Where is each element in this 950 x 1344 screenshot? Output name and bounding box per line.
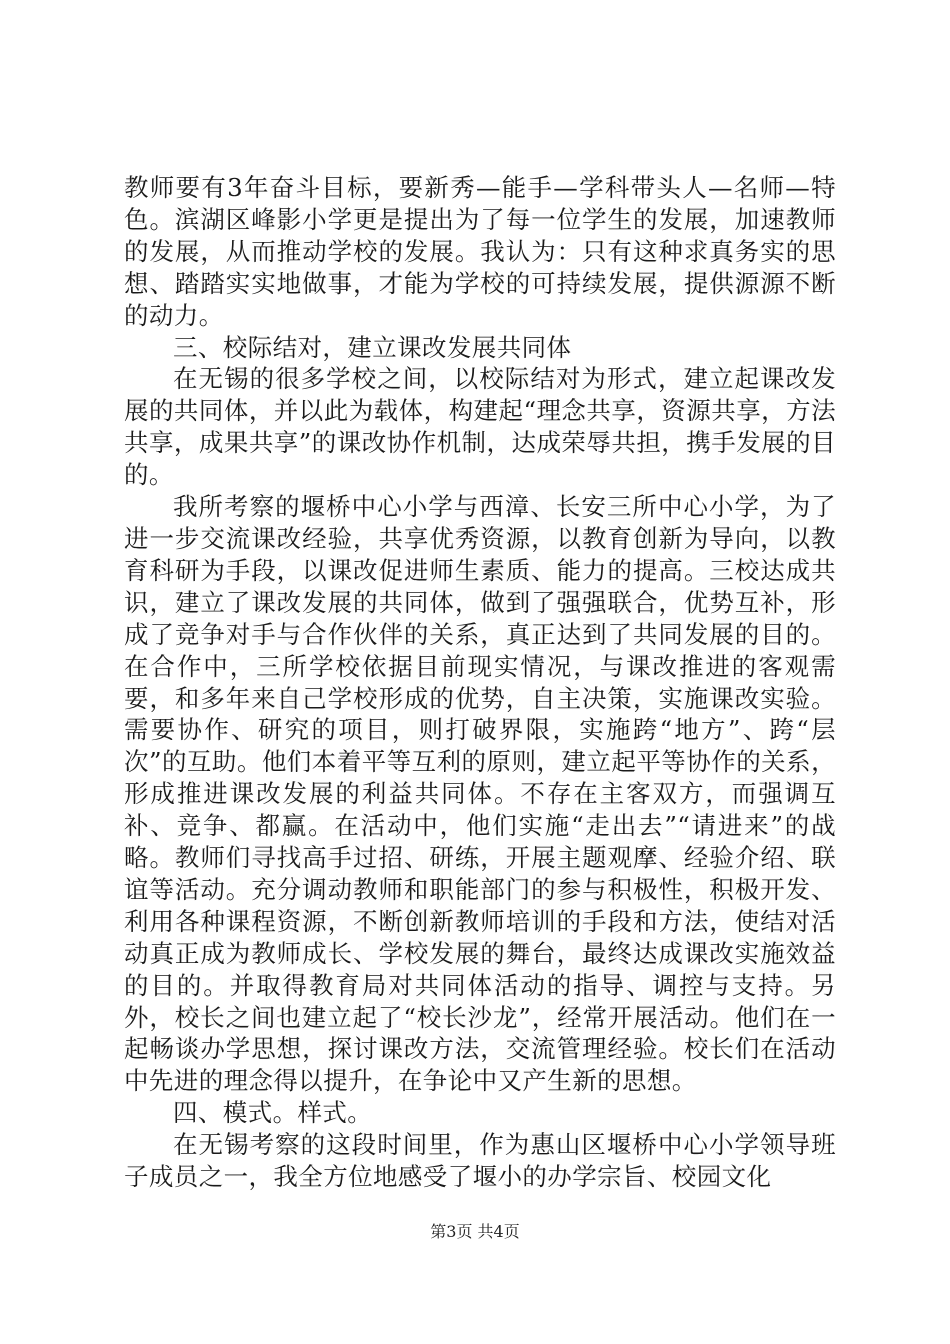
section-heading-four: 四、模式。样式。 xyxy=(173,1098,373,1128)
paragraph-wuxi-schools: 在无锡的很多学校之间，以校际结对为形式，建立起课改发展的共同体，并以此为载体，构建起“理念共享，资源共享，方法共享，成果共享”的课改协作机制，达成荣辱共担，携手发展的目的。 xyxy=(124,364,836,490)
paragraph-yanqiao-cooperation: 我所考察的堰桥中心小学与西漳、长安三所中心小学，为了进一步交流课改经验，共享优秀资源，以教育创新为导向，以教育科研为手段，以课改促进师生素质、能力的提高。三校达成共识，建立了课改发展的共同体，做到了强强联合，优势互补，形成了竞争对手与合作伙伴的关系，真正达到了共同发展的目的。在合作中，三所学校依据目前现实情况，与课改推进的客观需要，和多年来自己学校形成的优势，自主决策，实施课改实验。需要协作、研究的项目，则打破界限，实施跨“地方”、跨“层次”的互助。他们本着平等互利的原则，建立起平等协作的关系，形成推进课改发展的利益共同体。不存在主客双方，而强调互补、竞争、都赢。在活动中，他们实施“走出去”“请进来”的战略。教师们寻找高手过招、研练，开展主题观摩、经验介绍、联谊等活动。充分调动教师和职能部门的参与积极性，积极开发、利用各种课程资源，不断创新教师培训的手段和方法，使结对活动真正成为教师成长、学校发展的舞台，最终达成课改实施效益的目的。并取得教育局对共同体活动的指导、调控与支持。另外，校长之间也建立起了“校长沙龙”，经常开展活动。他们在一起畅谈办学思想，探讨课改方法，交流管理经验。校长们在活动中先进的理念得以提升，在争论中又产生新的思想。 xyxy=(124,492,836,1096)
paragraph-inspection: 在无锡考察的这段时间里，作为惠山区堰桥中心小学领导班子成员之一，我全方位地感受了堰小的办学宗旨、校园文化 xyxy=(124,1130,836,1192)
paragraph-continuation: 教师要有3年奋斗目标，要新秀—能手—学科带头人—名师—特色。滨湖区峰影小学更是提出为了每一位学生的发展，加速教师的发展，从而推动学校的发展。我认为：只有这种求真务实的思想、踏踏实实地做事，才能为学校的可持续发展，提供源源不断的动力。 xyxy=(124,173,836,330)
page-number-footer: 第3页 共4页 xyxy=(430,1222,520,1241)
section-heading-three: 三、校际结对，建立课改发展共同体 xyxy=(173,332,572,362)
document-body xyxy=(124,172,836,1193)
